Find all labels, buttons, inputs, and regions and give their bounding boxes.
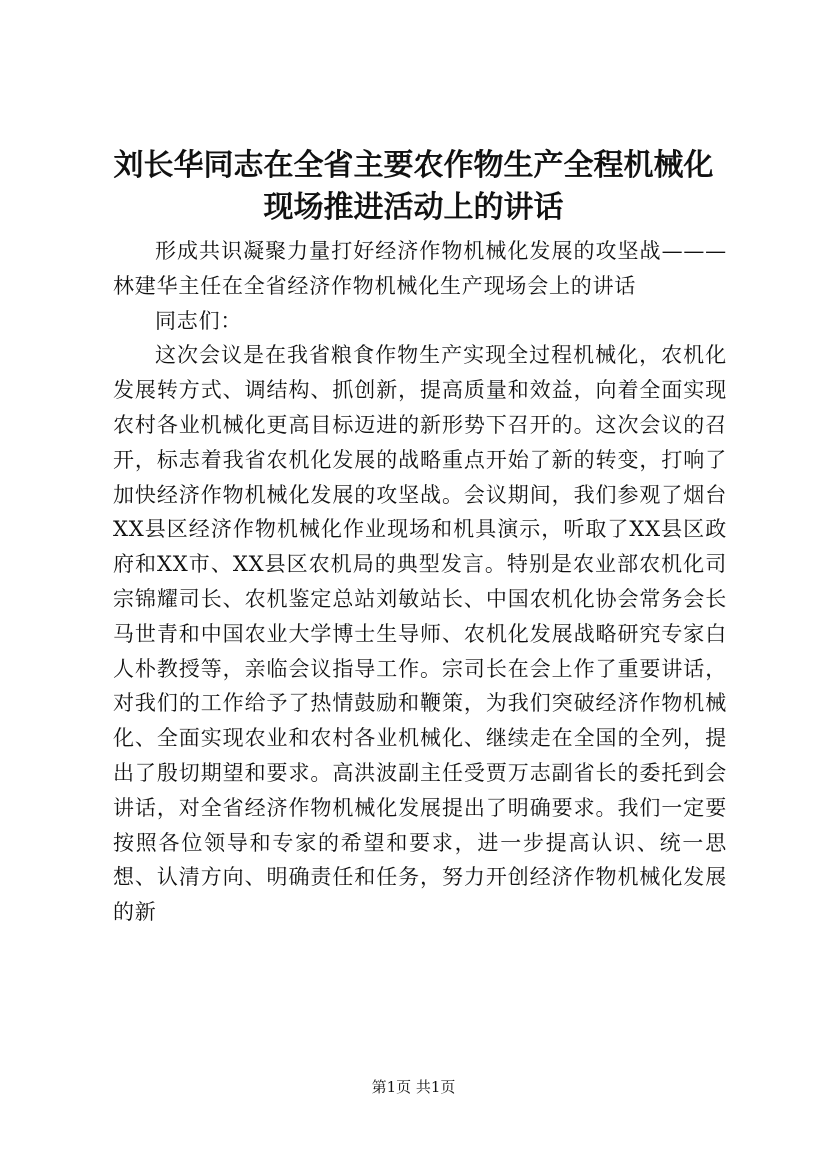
page-footer xyxy=(0,1077,827,1097)
body-paragraph: 这次会议是在我省粮食作物生产实现全过程机械化，农机化发展转方式、调结构、抓创新，提高质量和效益，向着全面实现农村各业机械化更高目标迈进的新形势下召开的。这次会议的召开，标志着我省农机化发展的战略重点开始了新的转变，打响了加快经济作物机械化发展的攻坚战。会议期间，我们参观了烟台XX县区经济作物机械化作业现场和机具演示，听取了XX县区政府和XX市、XX县区农机局的典型发言。特别是农业部农机化司宗锦耀司长、农机鉴定总站刘敏站长、中国农机化协会常务会长马世青和中国农业大学博士生导师、农机化发展战略研究专家白人朴教授等，亲临会议指导工作。宗司长在会上作了重要讲话，对我们的工作给予了热情鼓励和鞭策，为我们突破经济作物机械化、全面实现农业和农村各业机械化、继续走在全国的全列，提出了殷切期望和要求。高洪波副主任受贾万志副省长的委托到会讲话，对全省经济作物机械化发展提出了明确要求。我们一定要按照各位领导和专家的希望和要求，进一步提高认识、统一思想、认清方向、明确责任和任务，努力开创经济作物机械化发展的新 xyxy=(113,343,727,925)
salutation-paragraph: 同志们： xyxy=(155,308,243,333)
title-line-2: 现场推进活动上的讲话 xyxy=(263,190,564,225)
document-body xyxy=(113,234,727,930)
title-line-1: 刘长华同志在全省主要农作物生产全程机械化 xyxy=(113,148,714,183)
page-number: 第1页 共1页 xyxy=(371,1078,456,1096)
subtitle-paragraph: 形成共识凝聚力量打好经济作物机械化发展的攻坚战———林建华主任在全省经济作物机械化生产现场会上的讲话 xyxy=(113,239,727,298)
document-title xyxy=(100,145,727,229)
